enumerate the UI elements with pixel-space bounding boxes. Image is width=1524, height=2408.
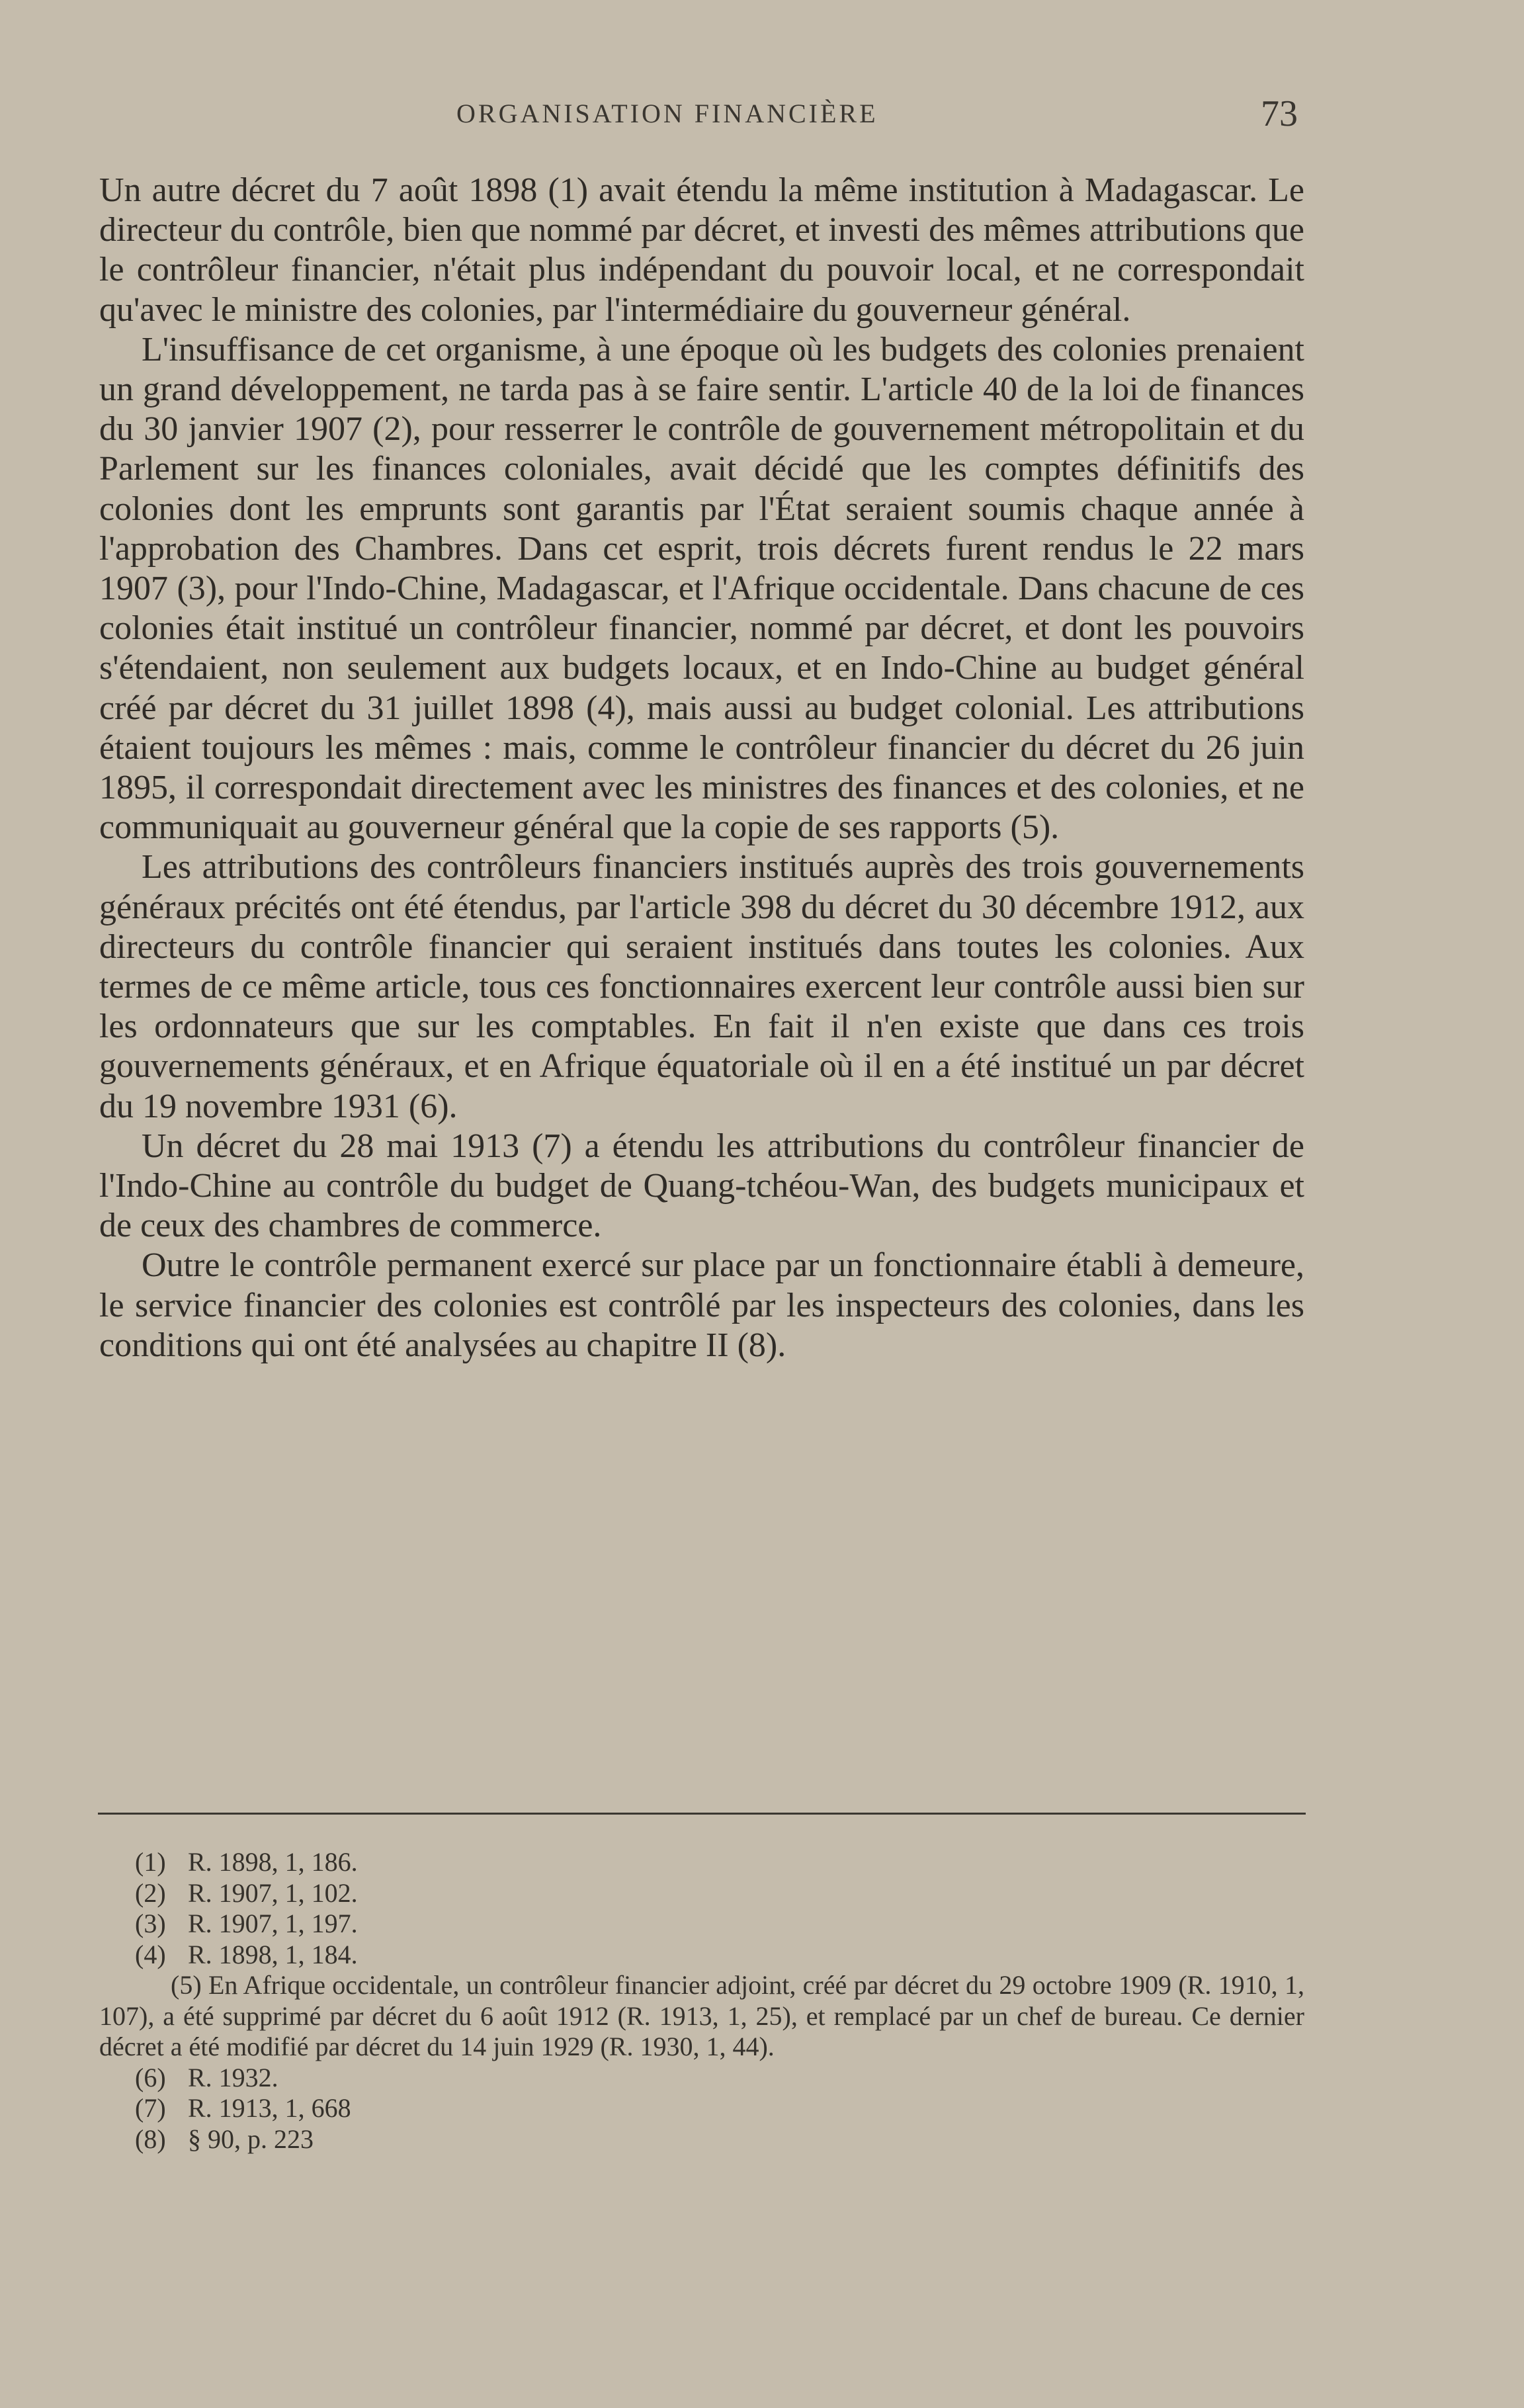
footnote — [99, 1878, 1304, 1909]
footnote-text: R. 1932. — [188, 2062, 278, 2092]
page-number: 73 — [1261, 93, 1298, 134]
body-text — [99, 171, 1304, 1365]
running-title: ORGANISATION FINANCIÈRE — [456, 99, 878, 128]
footnotes — [99, 1847, 1304, 2155]
footnote — [99, 2093, 1304, 2124]
footnote-text: R. 1913, 1, 668 — [188, 2093, 351, 2123]
paragraph: L'insuffisance de cet organisme, à une époque où les budgets des colonies prenaient un grand développement, ne tarda pas à se faire sentir. L'article 40 de la loi de finances du 30 janvier 1907 (2), pour resserrer le contrôle de gouvernement métropolitain et du Parlement sur les finances coloniales, avait décidé que les comptes définitifs des colonies dont les emprunts sont garantis par l'État seraient soumis chaque année à l'approbation des Chambres. Dans cet esprit, trois décrets furent rendus le 22 mars 1907 (3), pour l'Indo-Chine, Madagascar, et l'Afrique occidentale. Dans chacune de ces colonies était institué un contrôleur financier, nommé par décret, et dont les pouvoirs s'étendaient, non seulement aux budgets locaux, et en Indo-Chine au budget général créé par décret du 31 juillet 1898 (4), mais aussi au budget colonial. Les attributions étaient toujours les mêmes : mais, comme le contrôleur financier du décret du 26 juin 1895, il correspondait directement avec les ministres des finances et des colonies, et ne communiquait au gouverneur général que la copie de ses rapports (5). — [99, 330, 1304, 847]
footnote-number: (8) — [135, 2124, 166, 2154]
footnote-number: (6) — [135, 2062, 166, 2092]
footnote-number: (5) — [171, 1970, 202, 2000]
footnote-text: R. 1907, 1, 197. — [188, 1909, 358, 1938]
footnote-text: R. 1898, 1, 186. — [188, 1847, 358, 1877]
footnote — [99, 2063, 1304, 2094]
paragraph: Un autre décret du 7 août 1898 (1) avait étendu la même institution à Madagascar. Le directeur du contrôle, bien que nommé par décret, et investi des mêmes attributions que le contrôleur financier, n'était plus indépendant du pouvoir local, et ne correspondait qu'avec le ministre des colonies, par l'intermédiaire du gouverneur général. — [99, 171, 1304, 329]
footnote-number: (7) — [135, 2093, 166, 2123]
footnote — [99, 1909, 1304, 1940]
footnote — [99, 1970, 1304, 2063]
footnote-text: § 90, p. 223 — [188, 2124, 314, 2154]
paragraph: Les attributions des contrôleurs financiers institués auprès des trois gouvernements généraux précités ont été étendus, par l'article 398 du décret du 30 décembre 1912, aux directeurs du contrôle financier qui seraient institués dans toutes les colonies. Aux termes de ce même article, tous ces fonctionnaires exercent leur contrôle aussi bien sur les ordonnateurs que sur les comptables. En fait il n'en existe que dans ces trois gouvernements généraux, et en Afrique équatoriale où il en a été institué un par décret du 19 novembre 1931 (6). — [99, 848, 1304, 1125]
footnote-text: R. 1898, 1, 184. — [188, 1939, 358, 1969]
paragraph: Un décret du 28 mai 1913 (7) a étendu les attributions du contrôleur financier de l'Indo-Chine au contrôle du budget de Quang-tchéou-Wan, des budgets municipaux et de ceux des chambres de commerce. — [99, 1127, 1304, 1245]
paragraph: Outre le contrôle permanent exercé sur place par un fonctionnaire établi à demeure, le service financier des colonies est contrôlé par les inspecteurs des colonies, dans les conditions qui ont été analysées au chapitre II (8). — [99, 1246, 1304, 1364]
footnote — [99, 2124, 1304, 2155]
footnote-number: (1) — [135, 1847, 166, 1877]
footnote-divider — [98, 1813, 1306, 1815]
footnote — [99, 1940, 1304, 1971]
footnote-number: (3) — [135, 1909, 166, 1938]
footnote-number: (2) — [135, 1877, 166, 1908]
footnote-text: En Afrique occidentale, un contrôleur financier adjoint, créé par décret du 29 octobre 1909 (R. 1910, 1, 107), a été supprimé par décret du 6 août 1912 (R. 1913, 1, 25), et remplacé par un chef de bureau. Ce dernier décret a été modifié par décret du 14 juin 1929 (R. 1930, 1, 44). — [99, 1970, 1305, 2061]
footnote-number: (4) — [135, 1939, 166, 1969]
footnote-text: R. 1907, 1, 102. — [188, 1877, 358, 1908]
footnote — [99, 1847, 1304, 1878]
